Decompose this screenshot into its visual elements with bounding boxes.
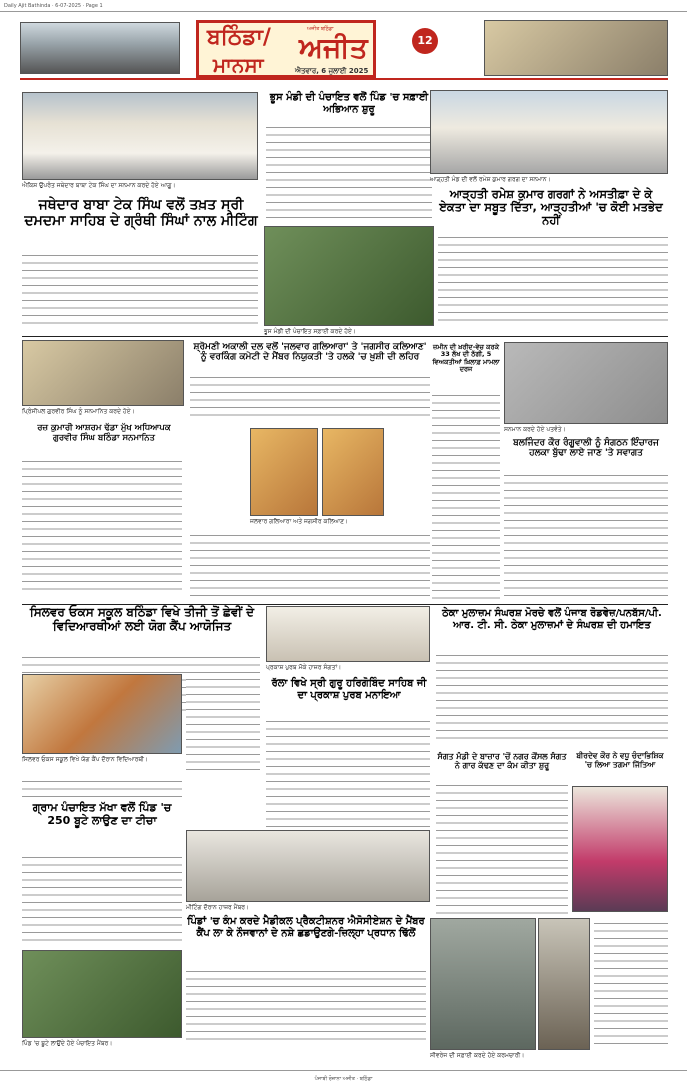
article5-body-2: [190, 530, 430, 600]
article8-body-2: [186, 674, 260, 770]
article7-caption: ਸਨਮਾਨ ਕਰਦੇ ਹੋਏ ਪਤਵੰਤੇ।: [504, 426, 566, 433]
article9-body: [266, 716, 430, 828]
brand: ਅਜੀਤ: [299, 31, 368, 64]
top-strip-text: Daily Ajit Bathinda · 6-07-2025 · Page 1: [4, 3, 103, 9]
article10-headline: ਠੇਕਾ ਮੁਲਾਜ਼ਮ ਸੰਘਰਸ਼ ਮੋਰਚੇ ਵਲੋਂ ਪੰਜਾਬ ਰੋਡਵੇਜ਼/ਪਨਬੱਸ/ਪੀ. ਆਰ. ਟੀ. ਸੀ. ਠੇਕਾ ਮੁਲਾਜ਼ਮਾਂ ਦੇ ਸੰਘਰਸ਼ ਦੀ ਹਮਾਇਤ: [442, 608, 662, 631]
edition-sub: ਮਾਨਸਾ: [213, 53, 264, 77]
issue-date: ਐਤਵਾਰ, 6 ਜੁਲਾਈ 2025: [295, 67, 369, 75]
article11-caption: ਪਿੰਡ 'ਚ ਬੂਟੇ ਲਾਉਂਦੇ ਹੋਏ ਪੰਚਾਇਤ ਮੈਂਬਰ।: [22, 1040, 113, 1047]
article11-body: [22, 852, 182, 944]
article8-photo: [22, 674, 182, 754]
article3-caption: ਆੜ੍ਹਤੀ ਮੰਡ ਦੀ ਵਲੋਂ ਰਮੇਸ਼ ਕੁਮਾਰ ਗਰਗ ਦਾ ਸਨਮਾਨ।: [430, 176, 551, 183]
article4-photo: [22, 340, 184, 406]
top-strip: [0, 0, 687, 12]
article2-photo: [264, 226, 434, 326]
masthead-right-photo: [484, 20, 668, 76]
article1-caption: ਐਕਿਸ਼ ਉਪਰੰਤ ਜਥੇਦਾਰ ਬਾਬਾ ਟੇਕ ਸਿੰਘ ਦਾ ਸਨਮਾਨ ਕਰਦੇ ਹੋਏ ਆਗੂ।: [22, 182, 176, 189]
divider-1: [22, 336, 668, 337]
article1-photo: [22, 92, 258, 180]
article6-body: [432, 390, 500, 600]
article14-photo: [572, 786, 668, 912]
article7-photo: [504, 342, 668, 424]
article14-headline: ਬੀਰਦੇਵ ਕੌਰ ਨੇ ਵਧੂ ਚੰਦਾਭਿਸ਼ਿਕ 'ਚ ਲਿਆ ਤਗਮਾ ਜਿੱਤਿਆ: [576, 751, 664, 769]
article15-photo-2: [538, 918, 590, 1050]
masthead-left-photo: [20, 22, 180, 74]
edition-main: ਬਠਿੰਡਾ/: [207, 25, 271, 50]
masthead: [20, 18, 668, 80]
article5-photo-1: [250, 428, 318, 516]
article11-intro: [22, 776, 182, 802]
article3-headline: ਆੜ੍ਹਤੀ ਰਮੇਸ਼ ਕੁਮਾਰ ਗਰਗਾਂ ਨੇ ਅਸਤੀਫ਼ਾ ਦੇ ਕੇ ਏਕਤਾ ਦਾ ਸਬੂਤ ਦਿੱਤਾ, ਆੜ੍ਹਤੀਆਂ 'ਚ ਕੋਈ ਮਤਭੇਦ ਨਹੀਂ: [439, 187, 663, 228]
article15-photo-1: [430, 918, 536, 1050]
article10-body: [436, 650, 668, 744]
article8-caption: ਸਿਲਵਰ ਓਕਸ ਸਕੂਲ ਵਿਖੇ ਯੋਗ ਕੈਂਪ ਦੌਰਾਨ ਵਿਦਿਆਰਥੀ।: [22, 756, 149, 763]
footer: [0, 1070, 687, 1089]
article1-body: [22, 250, 258, 328]
article15-headline: ਪਿੰਡਾਂ 'ਚ ਕੰਮ ਕਰਦੇ ਮੈਡੀਕਲ ਪ੍ਰੈਕਟੀਸ਼ਨਰ ਐਸੋਸੀਏਸ਼ਨ ਦੇ ਮੈਂਬਰ ਕੈਂਪ ਲਾ ਕੇ ਨੌਜਵਾਨਾਂ ਦੇ ਨਸ਼ੇ ਛਡਾਉਣਗੇ-ਜ਼ਿਲ੍ਹਾ ਪ੍ਰਧਾਨ ਢਿੱਲੋਂ: [187, 916, 425, 939]
article2-headline: ਭੂਸ ਮੰਡੀ ਦੀ ਪੰਚਾਇਤ ਵਲੋਂ ਪਿੰਡ 'ਚ ਸਫ਼ਾਈ ਅਭਿਆਨ ਸ਼ੁਰੂ: [269, 92, 429, 115]
brand-small: ਅਜੀਤ ਬਠਿੰਡਾ: [307, 26, 334, 32]
article9-photo: [266, 606, 430, 662]
article15-body-2: [594, 918, 668, 1046]
footer-text: ਪੰਜਾਬੀ ਰੋਜ਼ਾਨਾ ਅਜੀਤ · ਬਠਿੰਡਾ: [314, 1076, 373, 1082]
article12-caption: ਮੀਟਿੰਗ ਦੌਰਾਨ ਹਾਜ਼ਰ ਮੈਂਬਰ।: [186, 904, 250, 911]
edition-box: [196, 20, 376, 78]
article7-body: [504, 470, 668, 598]
article4-headline: ਰਜ਼ ਕੁਮਾਰੀ ਆਸ਼ਰਮ ਢੱਡਾ ਮੁੱਖ ਅਧਿਆਪਕ ਗੁਰਵੀਰ ਸਿੰਘ ਬਠਿੰਡਾ ਸਨਮਾਨਿਤ: [37, 423, 171, 443]
article3-body: [438, 232, 668, 324]
article15-caption: ਸੀਵਰੇਜ ਦੀ ਸਫ਼ਾਈ ਕਰਦੇ ਹੋਏ ਕਰਮਚਾਰੀ।: [430, 1052, 525, 1059]
article2-body: [266, 122, 432, 222]
page-number: 12: [412, 28, 438, 54]
article11-photo: [22, 950, 182, 1038]
article9-headline: ਰੱਲਾ ਵਿਖੇ ਸ੍ਰੀ ਗੁਰੂ ਹਰਿਗੋਬਿੰਦ ਸਾਹਿਬ ਜੀ ਦਾ ਪ੍ਰਕਾਸ਼ ਪੁਰਬ ਮਨਾਇਆ: [271, 678, 427, 701]
article13-headline: ਸੰਗਤ ਮੰਡੀ ਦੇ ਬਾਜ਼ਾਰ 'ਚੋਂ ਨਗਰ ਕੌਂਸਲ ਸੰਗਤ ਨੇ ਗਾਰ ਕੱਢਣ ਦਾ ਕੰਮ ਕੀਤਾ ਸ਼ੁਰੂ: [437, 752, 567, 771]
article9-caption: ਪ੍ਰਕਾਸ਼ ਪੁਰਬ ਮੌਕੇ ਹਾਜ਼ਰ ਸੰਗਤਾਂ।: [266, 664, 342, 671]
article8-headline: ਸਿਲਵਰ ਓਕਸ ਸਕੂਲ ਬਠਿੰਡਾ ਵਿਖੇ ਤੀਜੀ ਤੋਂ ਛੇਵੀਂ ਦੇ ਵਿਦਿਆਰਥੀਆਂ ਲਈ ਯੋਗ ਕੈਂਪ ਆਯੋਜਿਤ: [29, 605, 255, 633]
article7-headline: ਬਲਜਿੰਦਰ ਕੌਰ ਰੰਗੂਵਾਲੀ ਨੂੰ ਸੰਗਠਨ ਇੰਚਾਰਜ ਹਲਕਾ ਬੁੱਢਾ ਲਾਏ ਜਾਣ 'ਤੇ ਸਵਾਗਤ: [513, 438, 659, 459]
article15-body: [186, 966, 426, 1046]
article2-caption: ਭੂਸ ਮੰਡੀ ਦੀ ਪੰਚਾਇਤ ਸਫ਼ਾਈ ਕਰਦੇ ਹੋਏ।: [264, 328, 356, 335]
article5-photo-2: [322, 428, 384, 516]
article3-photo: [430, 90, 668, 174]
article5-body: [190, 372, 430, 422]
article4-body: [22, 456, 182, 596]
article13-body: [436, 780, 568, 914]
article6-headline: ਜ਼ਮੀਨ ਦੀ ਖ਼ਰੀਦ-ਵੇਚ ਕਰਕੇ 33 ਲੱਖ ਦੀ ਠੱਗੀ, 5 ਵਿਅਕਤੀਆਂ ਖ਼ਿਲਾਫ਼ ਮਾਮਲਾ ਦਰਜ: [432, 343, 500, 374]
article1-headline: ਜਥੇਦਾਰ ਬਾਬਾ ਟੇਕ ਸਿੰਘ ਵਲੋਂ ਤਖ਼ਤ ਸ੍ਰੀ ਦਮਦਮਾ ਸਾਹਿਬ ਦੇ ਗ੍ਰੰਥੀ ਸਿੰਘਾਂ ਨਾਲ ਮੀਟਿੰਗ: [24, 197, 258, 230]
article5-caption: ਜਲਵਾਰ ਗਲਿਆਰਾ ਅਤੇ ਜਗਸੀਰ ਕਲਿਆਣ।: [250, 518, 349, 525]
article12-photo: [186, 830, 430, 902]
article4-caption: ਪ੍ਰਿੰਸੀਪਲ ਗੁਰਵੀਰ ਸਿੰਘ ਨੂੰ ਸਨਮਾਨਿਤ ਕਰਦੇ ਹੋਏ।: [22, 408, 135, 415]
article11-headline: ਗ੍ਰਾਮ ਪੰਚਾਇਤ ਮੱਖਾ ਵਲੋਂ ਪਿੰਡ 'ਚ 250 ਬੂਟੇ ਲਾਉਣ ਦਾ ਟੀਚਾ: [32, 801, 172, 827]
article5-headline: ਸ਼੍ਰੋਮਣੀ ਅਕਾਲੀ ਦਲ ਵਲੋਂ 'ਜਲਵਾਰ ਗਲਿਆਰਾ' ਤੇ 'ਜਗਸੀਰ ਕਲਿਆਣ' ਨੂੰ ਵਰਕਿੰਗ ਕਮੇਟੀ ਦੇ ਮੈਂਬਰ ਨਿਯੁਕਤੀ 'ਤੇ ਹਲਕੇ 'ਚ ਖ਼ੁਸ਼ੀ ਦੀ ਲਹਿਰ: [193, 342, 427, 363]
